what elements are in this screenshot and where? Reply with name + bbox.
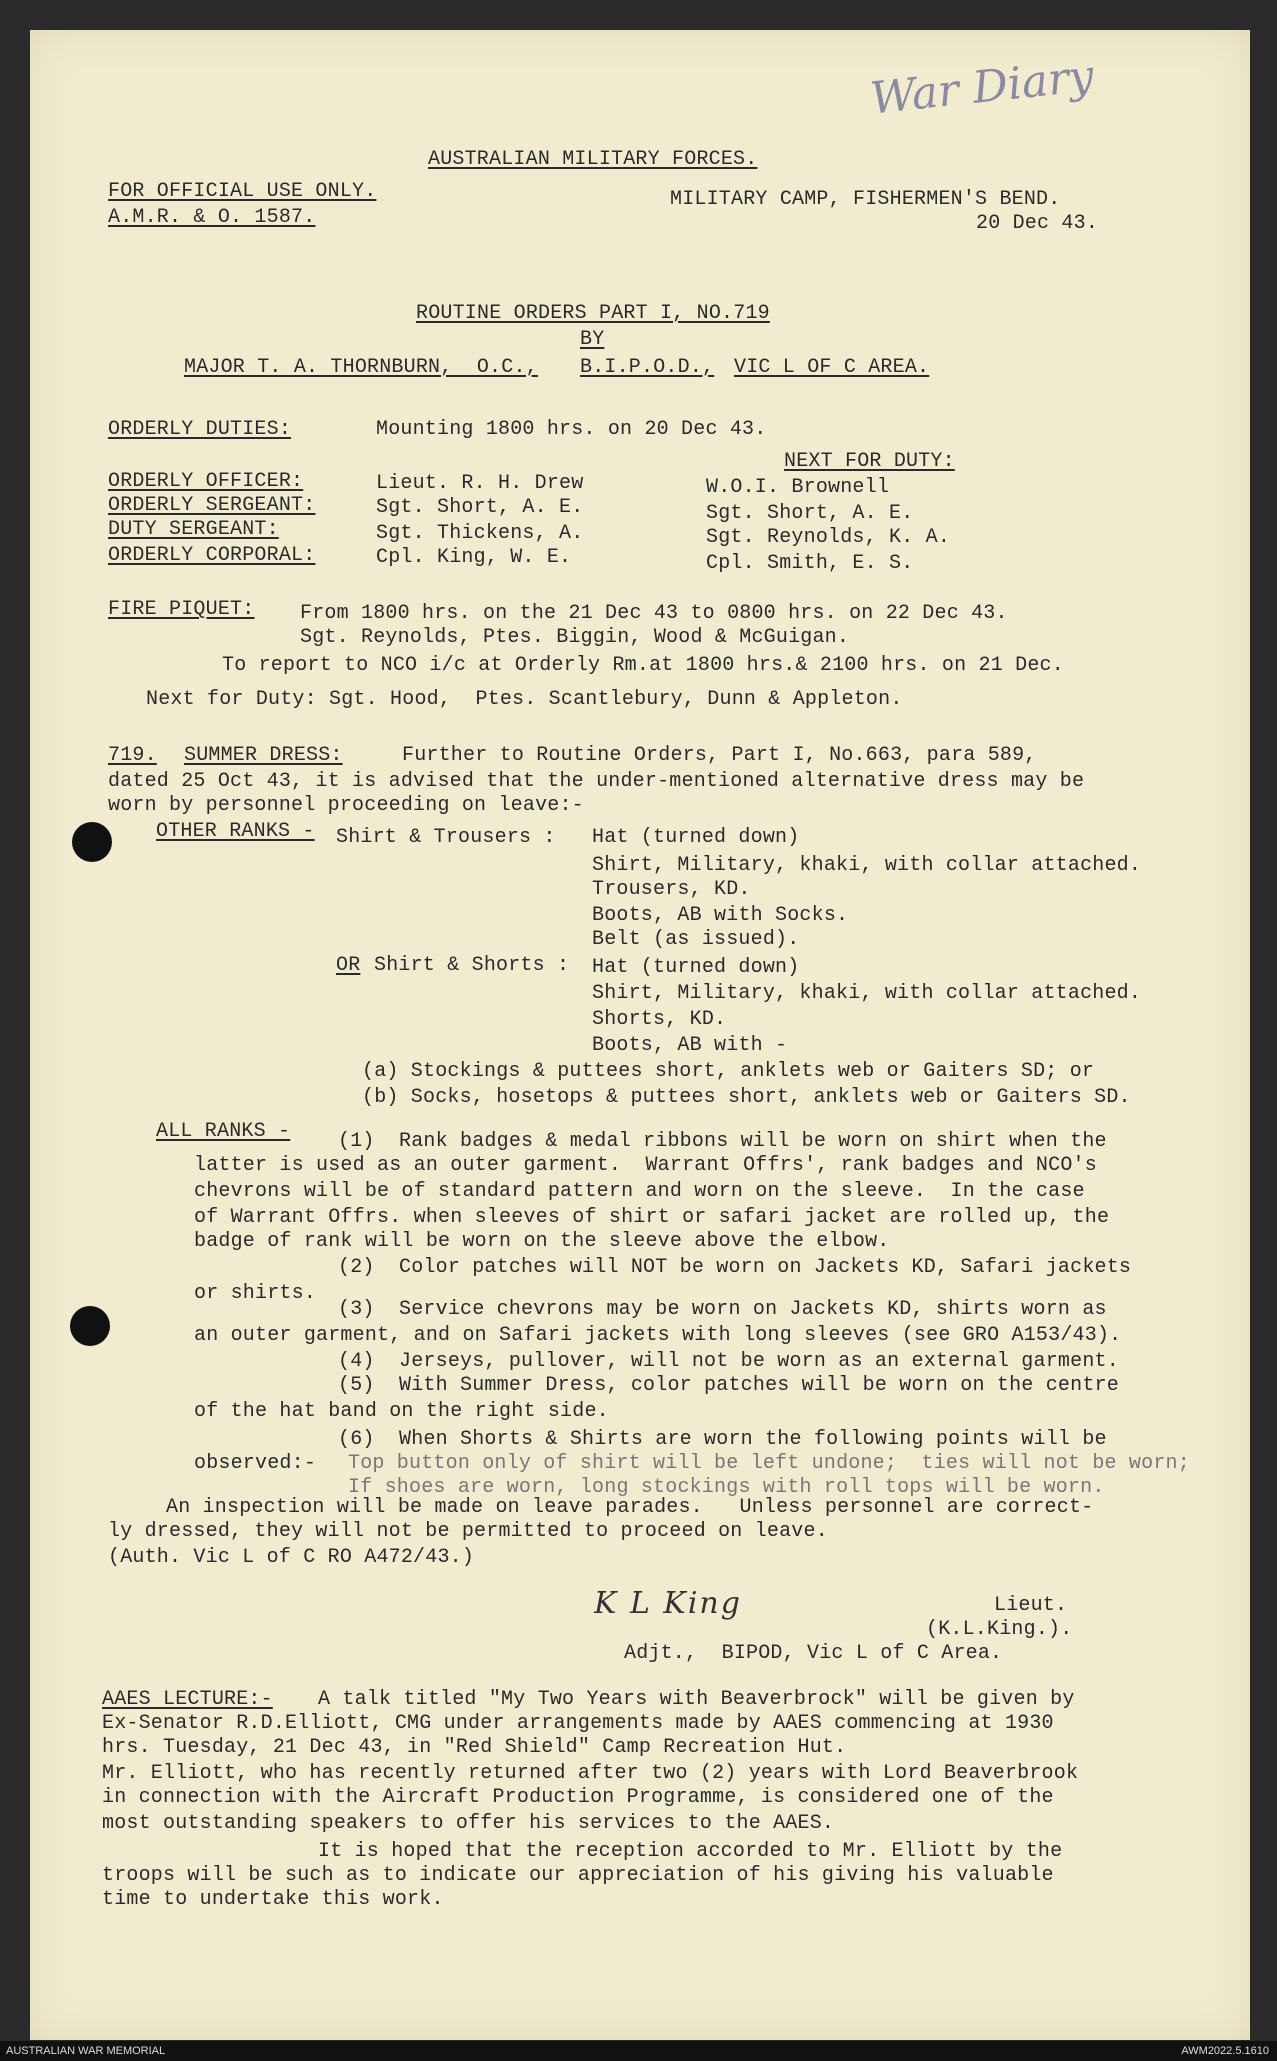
current-orderly-corporal: Cpl. King, W. E. [376,546,572,569]
opt2-item: Shorts, KD. [592,1008,727,1031]
opt2-item: Shirt, Military, khaki, with collar attached. [592,982,1142,1005]
aaes-line: hrs. Tuesday, 21 Dec 43, in "Red Shield" Camp Recreation Hut. [102,1736,847,1759]
opt1-item: Belt (as issued). [592,928,800,951]
next-orderly-officer: W.O.I. Brownell [706,476,890,499]
other-ranks-label: OTHER RANKS - [156,820,315,843]
role-orderly-officer: ORDERLY OFFICER: [108,470,304,493]
aaes-line: time to undertake this work. [102,1888,444,1911]
role-orderly-corporal: ORDERLY CORPORAL: [108,544,316,567]
header-camp: MILITARY CAMP, FISHERMEN'S BEND. [670,188,1061,211]
aaes-line: A talk titled "My Two Years with Beaverbrock" will be given by [318,1688,1075,1711]
all-ranks-line: (Auth. Vic L of C RO A472/43.) [108,1546,475,1569]
orderly-mounting: Mounting 1800 hrs. on 20 Dec 43. [376,418,767,441]
aaes-line: It is hoped that the reception accorded to Mr. Elliott by the [318,1840,1063,1863]
opt1-item: Boots, AB with Socks. [592,904,849,927]
archive-footer [0,2041,1277,2061]
all-ranks-line: (3) Service chevrons may be worn on Jackets KD, shirts worn as [338,1298,1107,1321]
all-ranks-line: latter is used as an outer garment. Warrant Offrs', rank badges and NCO's [194,1154,1097,1177]
all-ranks-label: ALL RANKS - [156,1120,291,1143]
opt2-label: Shirt & Shorts : [374,954,570,977]
aaes-line: troops will be such as to indicate our appreciation of his giving his valuable [102,1864,1054,1887]
fire-piquet-line3: To report to NCO i/c at Orderly Rm.at 1800 hrs.& 2100 hrs. on 21 Dec. [222,654,1064,677]
all-ranks-line: an outer garment, and on Safari jackets with long sleeves (see GRO A153/43). [194,1324,1122,1347]
all-ranks-line: (5) With Summer Dress, color patches will be worn on the centre [338,1374,1119,1397]
footer-left: AUSTRALIAN WAR MEMORIAL [6,2045,166,2057]
aaes-line: in connection with the Aircraft Production Programme, is considered one of the [102,1786,1054,1809]
punch-hole-top [72,822,112,862]
opt2-b: (b) Socks, hosetops & puttees short, anklets web or Gaiters SD. [362,1086,1131,1109]
all-ranks-line: (1) Rank badges & medal ribbons will be worn on shirt when the [338,1130,1107,1153]
all-ranks-line: If shoes are worn, long stockings with roll tops will be worn. [348,1476,1105,1499]
all-ranks-line: (2) Color patches will NOT be worn on Jackets KD, Safari jackets [338,1256,1132,1279]
all-ranks-line: of the hat band on the right side. [194,1400,609,1423]
title-line1: ROUTINE ORDERS PART I, NO.719 [416,302,770,325]
fire-piquet-line1: From 1800 hrs. on the 21 Dec 43 to 0800 hrs. on 22 Dec 43. [300,602,1008,625]
current-orderly-officer: Lieut. R. H. Drew [376,472,584,495]
current-orderly-sergeant: Sgt. Short, A. E. [376,496,584,519]
opt2-a: (a) Stockings & puttees short, anklets web or Gaiters SD; or [362,1060,1095,1083]
all-ranks-line: of Warrant Offrs. when sleeves of shirt or safari jacket are rolled up, the [194,1206,1110,1229]
aaes-line: Ex-Senator R.D.Elliott, CMG under arrangements made by AAES commencing at 1930 [102,1712,1054,1735]
fire-piquet-label: FIRE PIQUET: [108,598,255,621]
all-ranks-line: ly dressed, they will not be permitted to proceed on leave. [108,1520,828,1543]
summer-intro3: worn by personnel proceeding on leave:- [108,794,584,817]
all-ranks-line: Top button only of shirt will be left undone; ties will not be worn; [348,1452,1190,1475]
opt2-item: Boots, AB with - [592,1034,788,1057]
all-ranks-line: (4) Jerseys, pullover, will not be worn as an external garment. [338,1350,1119,1373]
all-ranks-line: chevrons will be of standard pattern and worn on the sleeve. In the case [194,1180,1085,1203]
title-area: VIC L OF C AREA. [734,356,930,379]
header-official: FOR OFFICIAL USE ONLY. [108,180,377,203]
opt1-label: Shirt & Trousers : [336,826,556,849]
next-for-duty-label: NEXT FOR DUTY: [784,450,955,473]
opt1-item: Hat (turned down) [592,826,800,849]
next-orderly-corporal: Cpl. Smith, E. S. [706,552,914,575]
footer-right: AWM2022.5.1610 [1181,2045,1269,2057]
opt1-item: Trousers, KD. [592,878,751,901]
signature-title: Adjt., BIPOD, Vic L of C Area. [624,1642,1003,1665]
next-duty-sergeant: Sgt. Reynolds, K. A. [706,526,951,549]
summer-label: SUMMER DRESS: [184,744,343,767]
aaes-line: Mr. Elliott, who has recently returned after two (2) years with Lord Beaverbrook [102,1762,1079,1785]
role-duty-sergeant: DUTY SERGEANT: [108,518,279,541]
title-by: BY [580,328,605,351]
title-unit: B.I.P.O.D., [580,356,715,379]
opt2-or: OR [336,954,361,977]
all-ranks-line: (6) When Shorts & Shirts are worn the following points will be [338,1428,1107,1451]
aaes-line: most outstanding speakers to offer his services to the AAES. [102,1812,835,1835]
header-org: AUSTRALIAN MILITARY FORCES. [428,148,758,171]
fire-piquet-line2: Sgt. Reynolds, Ptes. Biggin, Wood & McGuigan. [300,626,850,649]
header-date: 20 Dec 43. [976,212,1099,235]
summer-intro1: Further to Routine Orders, Part I, No.663, para 589, [402,744,1037,767]
all-ranks-line: observed:- [194,1452,317,1475]
role-orderly-sergeant: ORDERLY SERGEANT: [108,494,316,517]
aaes-label: AAES LECTURE:- [102,1688,273,1711]
current-duty-sergeant: Sgt. Thickens, A. [376,522,584,545]
opt1-item: Shirt, Military, khaki, with collar attached. [592,854,1142,877]
all-ranks-line: badge of rank will be worn on the sleeve above the elbow. [194,1230,890,1253]
all-ranks-line: or shirts. [194,1282,317,1305]
fire-piquet-next: Next for Duty: Sgt. Hood, Ptes. Scantlebury, Dunn & Appleton. [146,688,903,711]
punch-hole-bottom [70,1306,110,1346]
title-major: MAJOR T. A. THORNBURN, O.C., [184,356,538,379]
handwritten-signature: K L King [594,1586,742,1621]
all-ranks-line: An inspection will be made on leave parades. Unless personnel are correct- [166,1496,1094,1519]
header-amr: A.M.R. & O. 1587. [108,206,316,229]
signature-rank: Lieut. [994,1594,1068,1617]
handwritten-war-diary: War Diary [867,50,1097,125]
next-orderly-sergeant: Sgt. Short, A. E. [706,502,914,525]
opt2-item: Hat (turned down) [592,956,800,979]
summer-num: 719. [108,744,157,767]
summer-intro2: dated 25 Oct 43, it is advised that the under-mentioned alternative dress may be [108,770,1085,793]
signature-name: (K.L.King.). [926,1618,1073,1641]
orderly-label: ORDERLY DUTIES: [108,418,292,441]
